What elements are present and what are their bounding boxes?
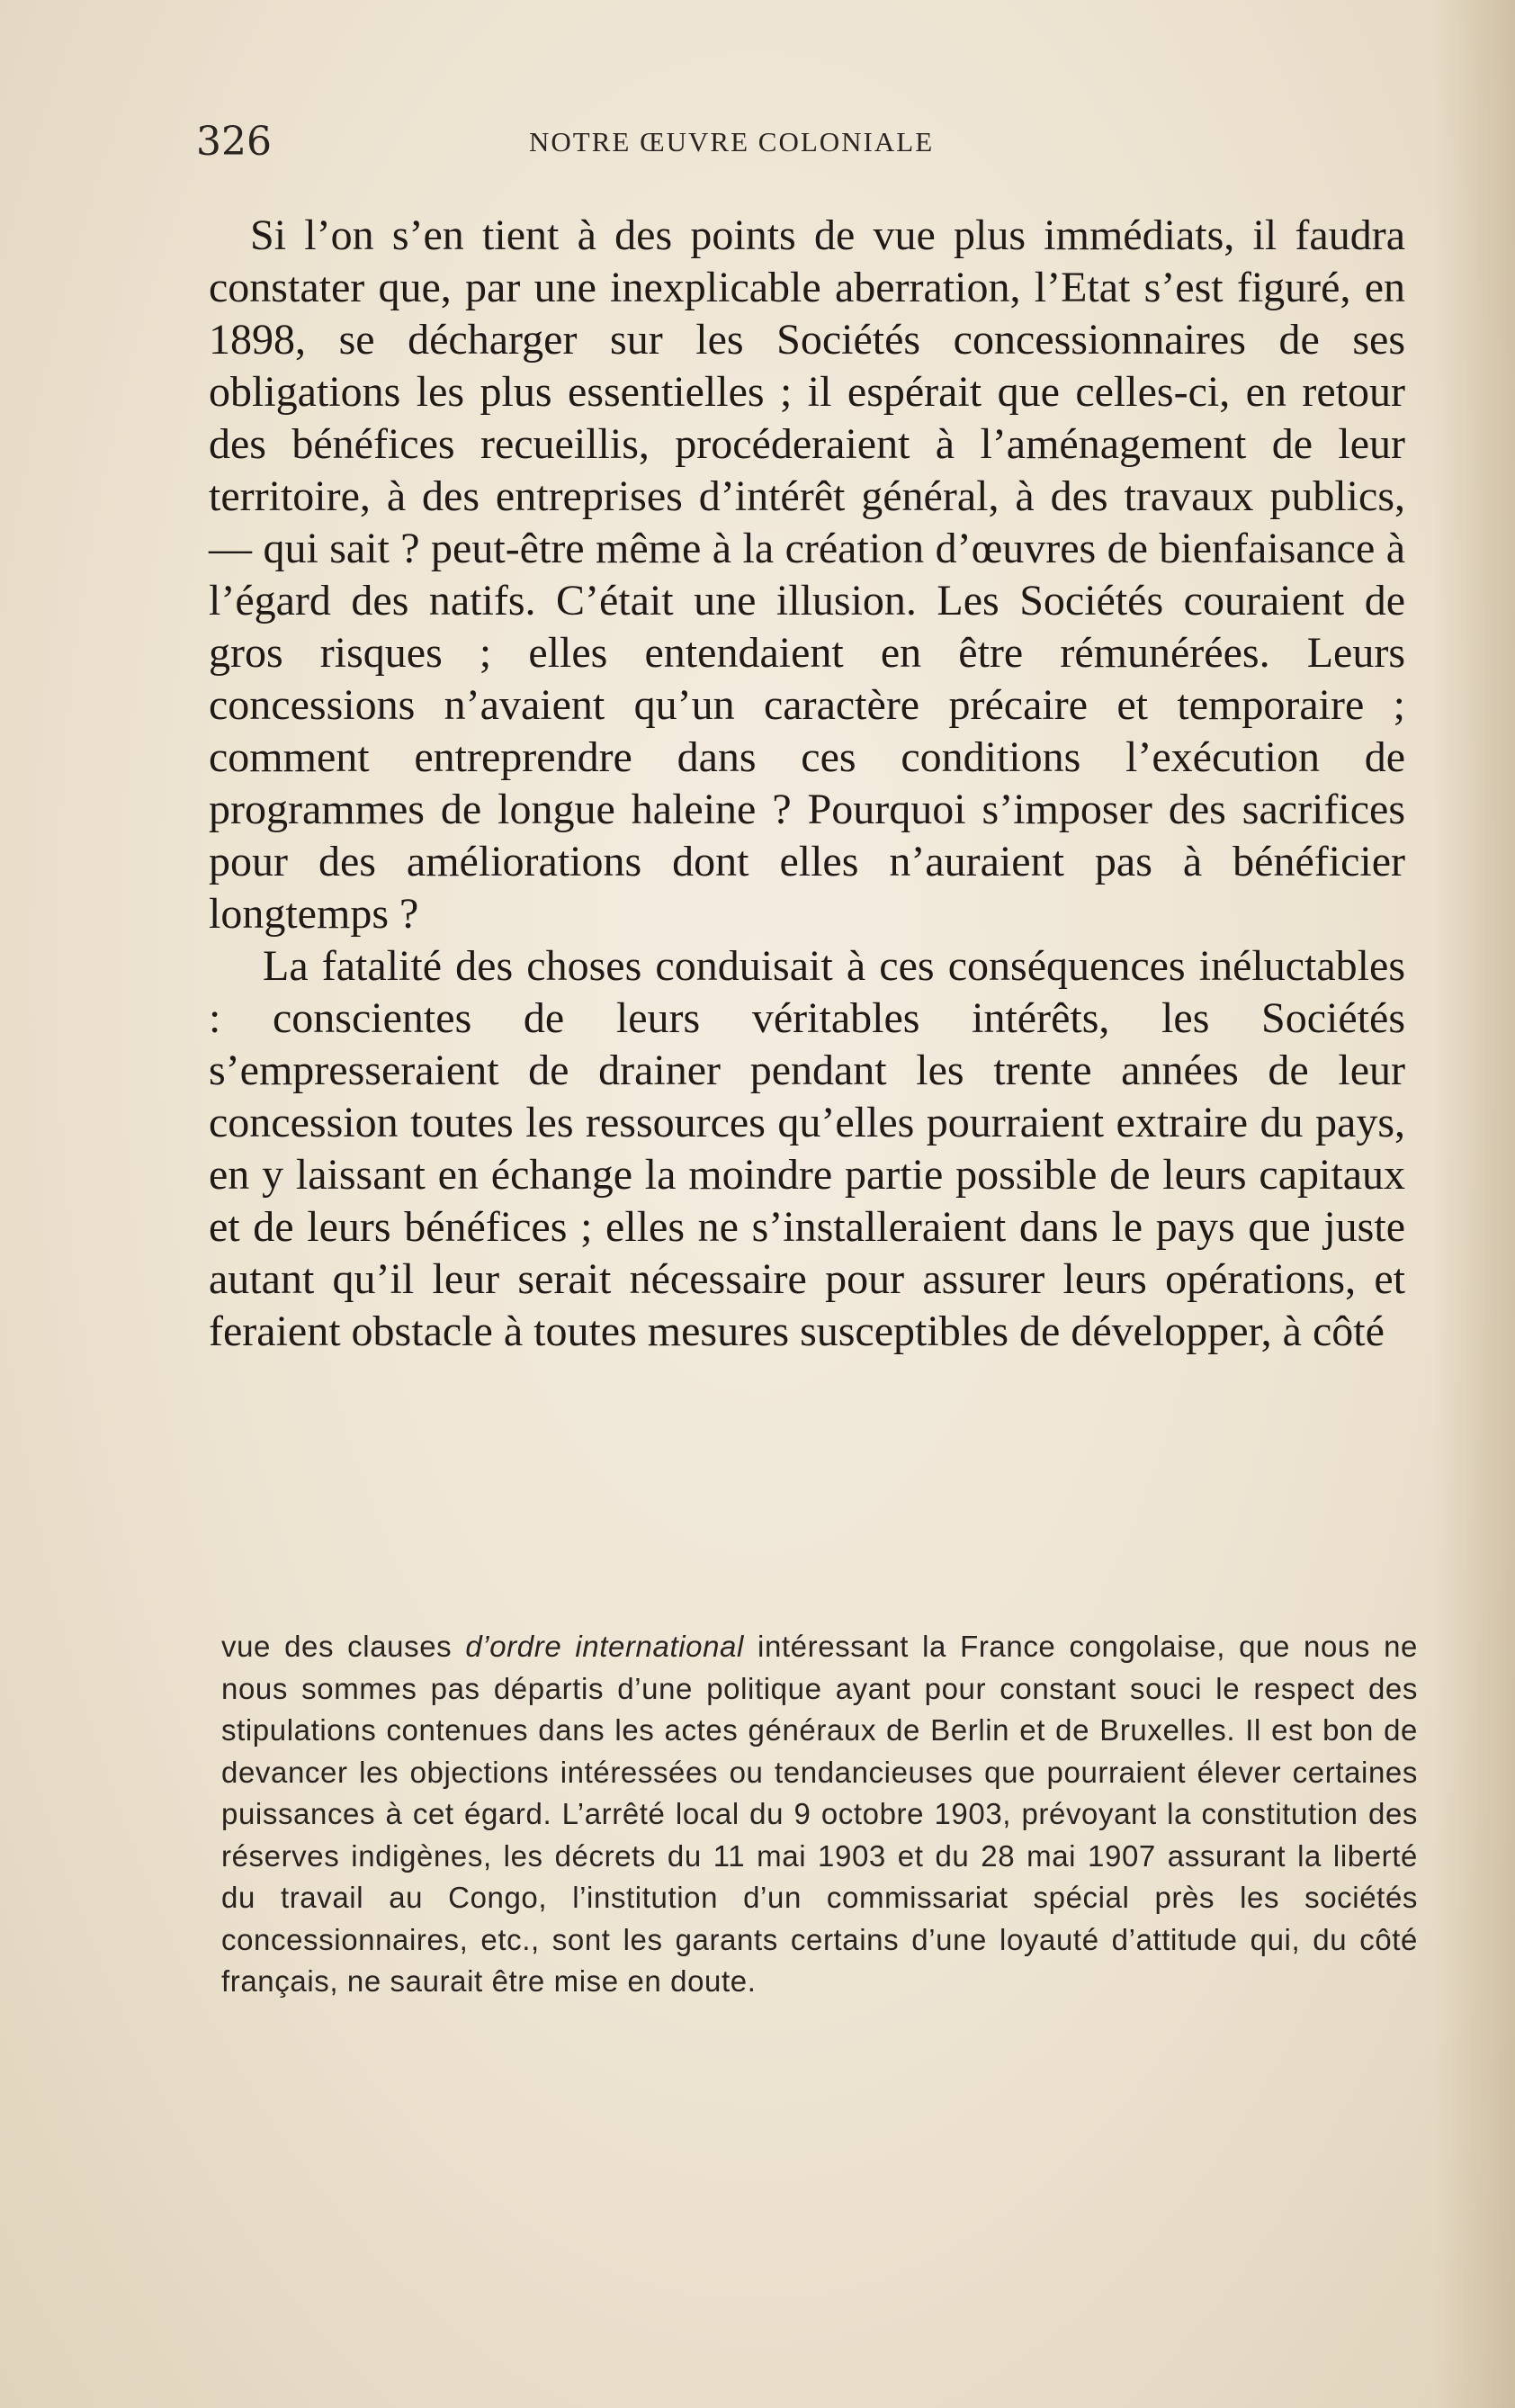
footnote-paragraph <box>221 1626 1418 2003</box>
main-text <box>209 210 1405 1358</box>
footnote <box>221 1626 1418 2003</box>
paragraph: La fatalité des choses conduisait à ces conséquences inéluctables : conscientes de leurs véritables intérêts, les Sociétés s’empresseraient de drainer pendant les trente années de leur concession toutes les ressources qu’elles pourraient extraire du pays, en y laissant en échange la moindre partie possible de leurs capitaux et de leurs bénéfices ; elles ne s’installeraient dans le pays que juste autant qu’il leur serait nécessaire pour assurer leurs opérations, et feraient obstacle à toutes mesures susceptibles de développer, à côté <box>209 942 1405 1355</box>
running-title: NOTRE ŒUVRE COLONIALE <box>529 126 935 157</box>
footnote-italic-phrase: d’ordre international <box>465 1630 744 1663</box>
page-number: 326 <box>196 119 272 165</box>
page-header <box>196 117 1420 171</box>
footnote-text-rest: intéressant la France congolaise, que nous ne nous sommes pas départis d’une politique ayant pour constant souci le respect des stipulations contenues dans les actes généraux de Berlin et de Bruxelles. Il est bon de devancer les objections intéressées ou tendancieuses que pourraient élever certaines puissances à cet égard. L’arrêté local du 9 octobre 1903, prévoyant la constitution des réserves indigènes, les décrets du 11 mai 1903 et du 28 mai 1907 assurant la liberté du travail au Congo, l’institution d’un commissariat spécial près les sociétés concessionnaires, etc., sont les garants certains d’une loyauté d’attitude qui, du côté français, ne saurait être mise en doute. <box>221 1630 1418 1998</box>
footnote-text-start: vue des clauses <box>221 1630 466 1663</box>
paragraph: Si l’on s’en tient à des points de vue plus immédiats, il faudra constater que, par une inexplicable aberration, l’Etat s’est figuré, en 1898, se décharger sur les Sociétés concessionnaires de ses obligations les plus essentielles ; il espérait que celles-ci, en retour des bénéfices recueillis, procéderaient à l’aménagement de leur territoire, à des entreprises d’intérêt général, à des travaux publics, — qui sait ? peut-être même à la création d’œuvres de bienfaisance à l’égard des natifs. C’était une illusion. Les Sociétés couraient de gros risques ; elles entendaient en être rémunérées. Leurs concessions n’avaient qu’un caractère précaire et temporaire ; comment entreprendre dans ces conditions l’exécution de programmes de longue haleine ? Pourquoi s’imposer des sacrifices pour des améliorations dont elles n’auraient pas à bénéficier longtemps ? <box>209 211 1405 938</box>
